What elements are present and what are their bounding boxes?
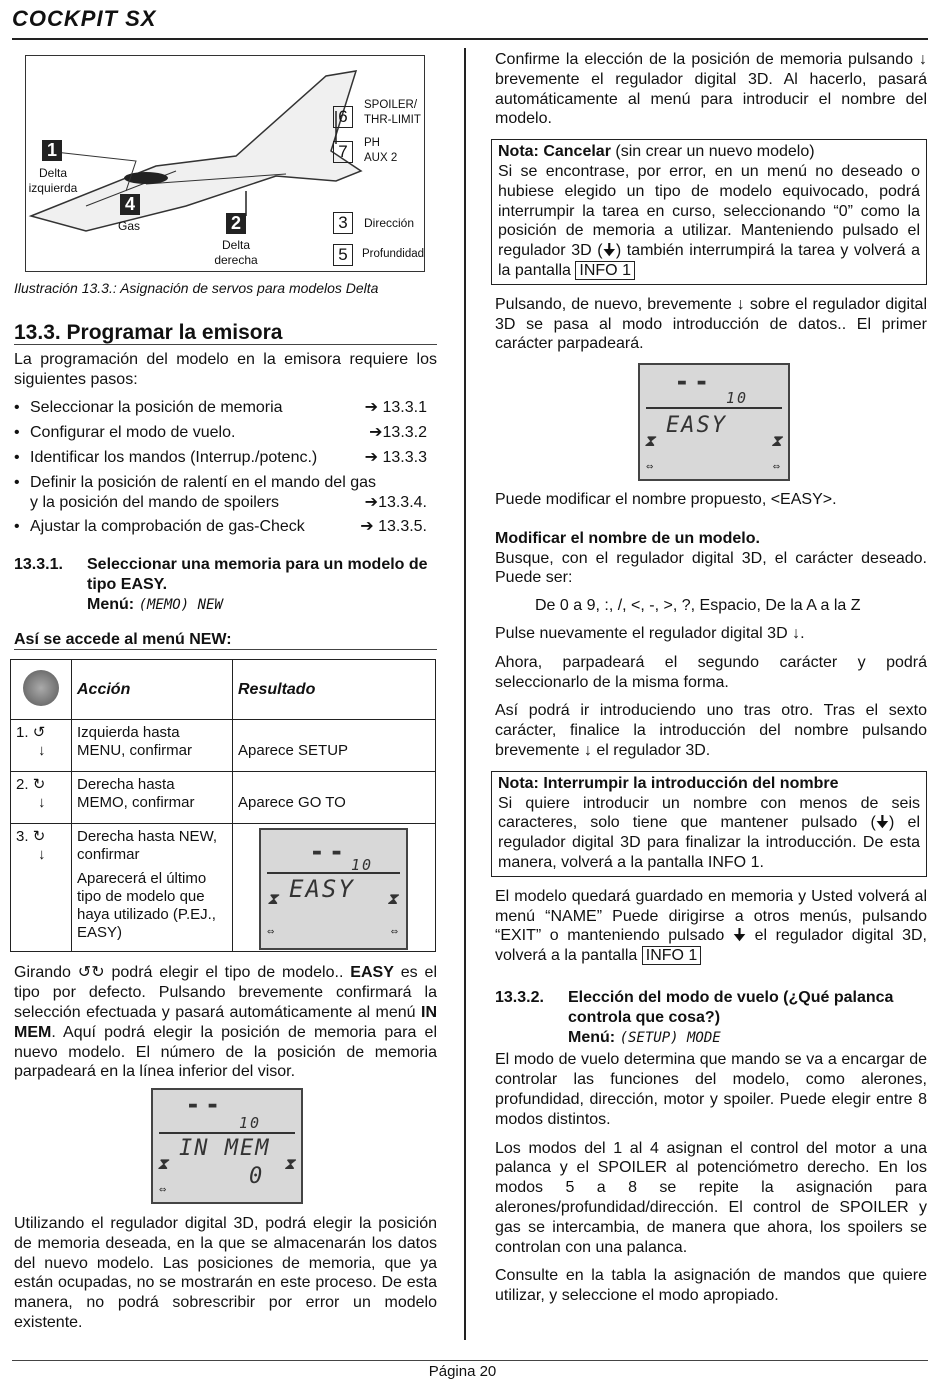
lcd-easy-name-display: ▬ ▬ 10 EASY ⧗ ⧗ ⇔ ⇔ xyxy=(638,363,790,481)
step-item: • Configurar el modo de vuelo. ➔13.3.2 xyxy=(14,423,437,443)
modes-paragraph: Los modos del 1 al 4 asignan el control del motor a una palanca y el SPOILER al potenciómetro derecho. En los modos 5 a 8 se repite la asignación para alerones/profundidad/dirección. El control de SPOILER y gas se intercambia, de manera que ahora, los spoilers se controlan con una palanca. xyxy=(495,1139,927,1256)
access-heading: Así se accede al menú NEW: xyxy=(14,630,437,651)
subsection-13-3-1: 13.3.1. Seleccionar una memoria para un modelo de tipo EASY. Menú: (MEMO) NEW xyxy=(14,556,428,613)
servo-number-6: 6 xyxy=(333,106,353,128)
section-title: 13.3. Programar la emisora xyxy=(14,323,437,345)
label-delta-derecha: Delta derecha xyxy=(214,238,258,267)
section-intro: La programación del modelo en la emisora requiere los siguientes pasos: xyxy=(14,350,437,388)
table-row: 1. ↺ ↓ Izquierda hasta MENU, confirmar Aparece SETUP xyxy=(11,720,436,772)
label-profundidad: Profundidad xyxy=(362,248,425,260)
col-result-header: Resultado xyxy=(233,660,436,720)
consult-table-paragraph: Consulte en la tabla la asignación de mandos que quiere utilizar, y seleccione el modo apropiado. xyxy=(495,1267,927,1305)
press-again-paragraph: Pulse nuevamente el regulador digital 3D ↓. xyxy=(495,624,805,642)
step-item: • Identificar los mandos (Interrup./potenc.) ➔ 13.3.3 xyxy=(14,448,437,468)
sixth-char-paragraph: Así podrá ir introduciendo uno tras otro. Tras el sexto carácter, finalice la introducción del nombre pulsando brevemente ↓ el regulador 3D. xyxy=(495,702,927,759)
step-item: • Seleccionar la posición de memoria ➔ 13.3.1 xyxy=(14,398,437,418)
allowed-characters: De 0 a 9, :, /, <, -, >, ?, Espacio, De la A a la Z xyxy=(535,597,861,615)
servo-number-3: 3 xyxy=(333,212,353,234)
column-divider xyxy=(464,48,466,1340)
label-direccion: Dirección xyxy=(364,216,415,230)
header-rule xyxy=(12,38,928,40)
left-column xyxy=(14,323,437,1082)
saved-model-paragraph: El modelo quedará guardado en memoria y Usted volverá al menú “NAME” Puede dirigirse a otros menús, pulsando “EXIT” o manteniendo pulsado 🠋 el regulador digital 3D, volverá a la pantalla INFO 1 xyxy=(495,887,927,965)
edit-mode-paragraph: Pulsando, de nuevo, brevemente ↓ sobre el regulador digital 3D se pasa al modo introducción de datos.. El primer carácter parpadeará. xyxy=(495,295,927,353)
servo-number-4: 4 xyxy=(120,194,140,215)
page-header-title: COCKPIT SX xyxy=(12,6,157,31)
modify-name-paragraph: Busque, con el regulador digital 3D, el carácter deseado. Puede ser: xyxy=(495,549,927,587)
table-row: 2. ↻ ↓ Derecha hasta MEMO, confirmar Aparece GO TO xyxy=(11,772,436,824)
label-spoiler: SPOILER/ THR-LIMIT xyxy=(364,99,421,126)
note-cancel-box: Nota: Cancelar (sin crear un nuevo modelo) Si se encontrase, por error, en un menú no deseado o hubiese elegido un tipo de modelo equivocado, podrá interrumpir la tarea en curso, seleccionando “0” como la posición de memoria a utilizar. Manteniendo pulsado el regulador 3D (🠋) también interrumpirá la tarea y volverá a la pantalla INFO 1 xyxy=(491,139,927,285)
servo-number-7: 7 xyxy=(333,141,353,163)
right-column xyxy=(495,50,927,354)
modify-name-hint: Puede modificar el nombre propuesto, <EASY>. xyxy=(495,491,837,508)
action-table xyxy=(10,659,436,952)
second-char-paragraph: Ahora, parpadeará el segundo carácter y podrá seleccionarlo de la misma forma. xyxy=(495,653,927,691)
servo-number-2: 2 xyxy=(226,213,246,234)
table-row: 3. ↻ ↓ Derecha hasta NEW, confirmar Aparecerá el último tipo de modelo que haya utilizado (P.EJ., EASY) ▬ ▬ 10 EASY ⧗ ⧗ ⇔ ⇔ xyxy=(11,824,436,952)
delta-aircraft-figure xyxy=(25,55,425,272)
dial-icon xyxy=(23,670,59,706)
servo-number-1: 1 xyxy=(42,140,62,161)
modify-name-heading: Modificar el nombre de un modelo. xyxy=(495,529,760,547)
step-item: • Definir la posición de ralentí en el mando del gas y la posición del mando de spoilers ➔13.3.4. xyxy=(14,473,437,513)
label-delta-izquierda: Delta izquierda xyxy=(28,166,78,195)
page-number: Página 20 xyxy=(428,1363,497,1380)
memory-position-paragraph: Utilizando el regulador digital 3D, podrá elegir la posición de memoria deseada, en la que se almacenarán los datos del nuevo modelo. Las posiciones de memoria, que ya están ocupadas, no se mostrarán en este proceso. De esta manera, no podrá sobrescribir por error un modelo existente. xyxy=(14,1215,437,1331)
lcd-inmem-display: ▬ ▬ 10 IN MEM 0 ⧗ ⧗ ⇔ xyxy=(151,1088,303,1204)
lcd-easy-display: ▬ ▬ 10 EASY ⧗ ⧗ ⇔ ⇔ xyxy=(259,828,408,950)
label-ph-aux2: PH AUX 2 xyxy=(364,137,398,164)
label-gas: Gas xyxy=(118,219,141,233)
flight-mode-paragraph: El modo de vuelo determina que mando se va a encargar de controlar las funciones del modelo, como alerones, profundidad, dirección, motor y spoiler. Puede elegir entre 8 modos distintos. xyxy=(495,1051,927,1128)
servo-number-5: 5 xyxy=(333,244,353,266)
subsection-13-3-2: 13.3.2. Elección del modo de vuelo (¿Qué palanca controla que cosa?) Menú: (SETUP) MODE xyxy=(495,988,894,1046)
confirm-paragraph: Confirme la elección de la posición de memoria pulsando ↓ brevemente el regulador digital 3D. Al hacerlo, pasará automáticamente al menú para introducir el nombre del modelo. xyxy=(495,51,927,128)
right-column-continued xyxy=(495,490,927,1306)
figure-caption: Ilustración 13.3.: Asignación de servos para modelos Delta xyxy=(14,280,379,296)
step-item: • Ajustar la comprobación de gas-Check ➔ 13.3.5. xyxy=(14,517,437,537)
note-interrupt-box: Nota: Interrumpir la introducción del nombre Si quiere introducir un nombre con menos de seis caracteres, solo tiene que mantener pulsado (🠋) el regulador digital 3D para finalizar la introducción. De esta manera, volverá a la pantalla INFO 1. xyxy=(491,771,927,877)
col-action-header: Acción xyxy=(72,660,233,720)
model-type-paragraph: Girando ↺↻ podrá elegir el tipo de modelo.. EASY es el tipo por defecto. Pulsando brevemente confirmará la selección efectuada y pasará automáticamente al menú IN MEM. Aquí podrá elegir la posición de memoria para el nuevo modelo. El número de la posición de memoria parpadeará en la línea inferior del visor. xyxy=(14,964,438,1081)
footer-rule xyxy=(12,1360,928,1361)
steps-list xyxy=(14,398,437,537)
info1-label: INFO 1 xyxy=(642,946,702,965)
info1-label: INFO 1 xyxy=(575,261,635,280)
